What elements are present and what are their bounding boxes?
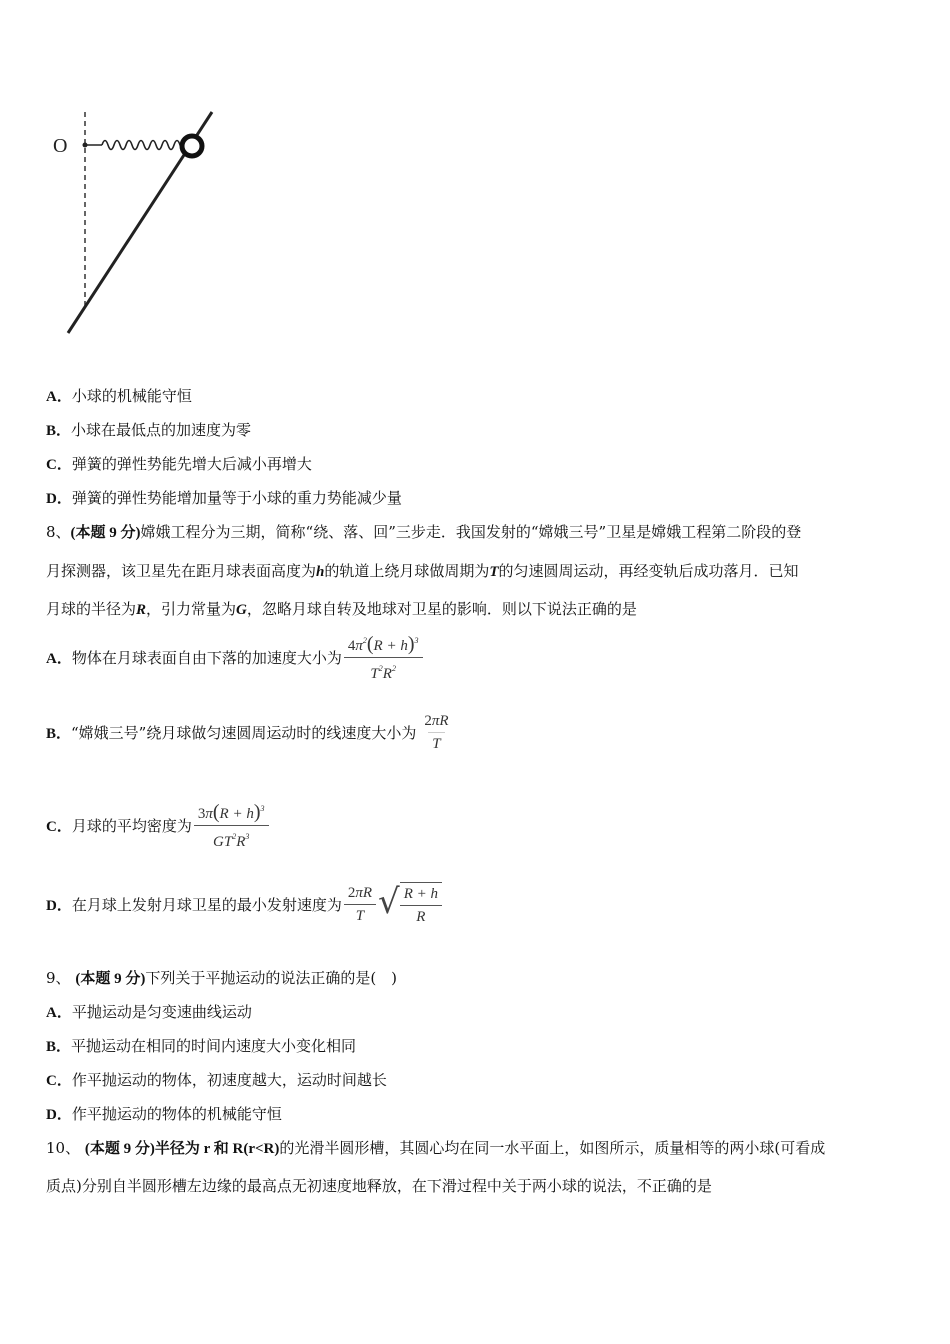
question-number: 9、 (46, 969, 71, 987)
ball (182, 136, 202, 156)
q8-option-d (46, 882, 442, 926)
q8-stem-line1 (46, 521, 801, 542)
q10-stem-line1 (46, 1137, 825, 1158)
option-letter: D． (46, 897, 72, 914)
q8-option-c (46, 800, 269, 851)
formula-mean-density: $\frac{3\pi(R + h)^3}{GT^2R^3}$ (194, 800, 269, 851)
q8-stem-line3 (46, 598, 637, 619)
stem-text: 下列关于平抛运动的说法正确的是( ) (145, 969, 398, 987)
formula-linear-velocity: $\frac{2\pi R}{T}$ (424, 713, 449, 752)
var-G: G (236, 602, 247, 618)
stem-text: 的轨道上绕月球做周期为 (324, 562, 490, 580)
option-text: “嫦娥三号”绕月球做匀速圆周运动时的线速度大小为 (71, 724, 417, 742)
q9-option-b (46, 1035, 356, 1056)
stem-text: 质点)分别自半圆形槽左边缘的最高点无初速度地释放，在下滑过程中关于两小球的说法，不正确的是 (46, 1177, 712, 1195)
option-text: 在月球上发射月球卫星的最小发射速度为 (71, 895, 342, 914)
var-R: R (136, 602, 147, 618)
stem-text: 嫦娥工程分为三期，简称“绕、落、回”三步走．我国发射的“嫦娥三号”卫星是嫦娥工程第二阶段的登 (140, 523, 802, 541)
option-letter: D． (46, 1107, 72, 1123)
stem-text: ，忽略月球自转及地球对卫星的影响．则以下说法正确的是 (246, 600, 637, 618)
option-text: 作平抛运动的物体，初速度越大，运动时间越长 (71, 1071, 387, 1089)
question-number: 10、 (46, 1139, 81, 1157)
option-letter: B． (46, 1039, 72, 1055)
formula-launch-speed-factor: $\frac{2\pi R}{T}$ (344, 884, 376, 925)
option-letter: C． (46, 819, 72, 835)
option-text: 作平抛运动的物体的机械能守恒 (71, 1105, 282, 1123)
question-score: (本题 9 分) (75, 971, 146, 987)
var-h: h (316, 564, 325, 580)
stem-text: ，引力常量为 (146, 600, 237, 618)
option-letter: B． (46, 423, 72, 439)
option-letter: A． (46, 651, 72, 667)
question-score: (本题 9 分) (70, 525, 141, 541)
option-text: 平抛运动是匀变速曲线运动 (71, 1003, 252, 1021)
q7-option-b (46, 419, 251, 440)
q7-option-c (46, 453, 312, 474)
option-text: 小球在最低点的加速度为零 (71, 421, 252, 439)
option-letter: B． (46, 726, 72, 742)
q8-stem-line2 (46, 560, 799, 581)
point-o-label: O (53, 135, 68, 157)
question-score: (本题 9 分) (84, 1141, 155, 1157)
q9-option-a (46, 1001, 252, 1022)
q7-option-a (46, 385, 192, 406)
question-number: 8、 (46, 523, 71, 541)
q7-option-d (46, 487, 402, 508)
option-text: 小球的机械能守恒 (71, 387, 192, 405)
stem-text-bold: 半径为 r 和 R(r<R) (154, 1141, 280, 1157)
option-text: 弹簧的弹性势能增加量等于小球的重力势能减少量 (71, 489, 402, 507)
stem-text: 的匀速圆周运动，再经变轨后成功落月．已知 (498, 562, 799, 580)
stem-text: 的光滑半圆形槽，其圆心均在同一水平面上，如图所示，质量相等的两小球(可看成 (279, 1139, 826, 1157)
option-text: 月球的平均密度为 (71, 817, 192, 835)
option-letter: C． (46, 457, 72, 473)
q9-option-d (46, 1103, 282, 1124)
option-text: 平抛运动在相同的时间内速度大小变化相同 (71, 1037, 357, 1055)
q9-stem (46, 967, 397, 988)
var-T: T (489, 564, 499, 580)
q10-stem-line2 (46, 1175, 712, 1196)
option-letter: A． (46, 1005, 72, 1021)
stem-text: 月球的半径为 (46, 600, 137, 618)
stem-text: 月探测器，该卫星先在距月球表面高度为 (46, 562, 317, 580)
formula-sqrt: √ $\frac{R + h}{R}$ (378, 882, 442, 926)
option-letter: D． (46, 491, 72, 507)
q8-option-b (46, 712, 453, 753)
option-text: 物体在月球表面自由下落的加速度大小为 (71, 649, 342, 667)
formula-gravity-accel: $\frac{4\pi^2(R + h)^3}{T^2R^2}$ (344, 632, 423, 683)
option-letter: A． (46, 389, 72, 405)
option-letter: C． (46, 1073, 72, 1089)
q8-option-a (46, 632, 423, 683)
q9-option-c (46, 1069, 387, 1090)
spring-incline-figure (40, 100, 240, 350)
option-text: 弹簧的弹性势能先增大后减小再增大 (71, 455, 312, 473)
